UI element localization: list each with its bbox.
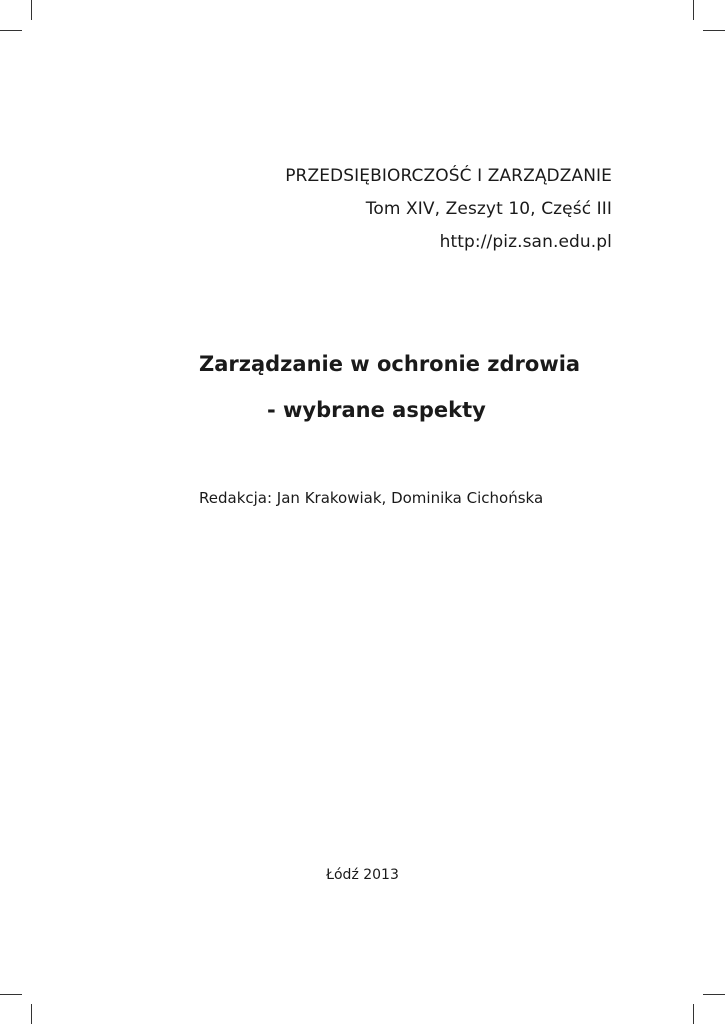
place-and-date: Łódź 2013 [326, 867, 399, 883]
crop-mark-bottom-left-vertical [31, 1004, 32, 1024]
book-title-line-2: - wybrane aspekty [267, 398, 486, 422]
journal-header [285, 160, 612, 259]
crop-mark-top-left-vertical [31, 0, 32, 20]
editors-line: Redakcja: Jan Krakowiak, Dominika Cichońska [199, 489, 544, 507]
book-title-line-1: Zarządzanie w ochronie zdrowia [199, 352, 581, 376]
crop-mark-top-left-horizontal [0, 30, 22, 31]
series-title: PRZEDSIĘBIORCZOŚĆ I ZARZĄDZANIE [285, 166, 612, 186]
crop-mark-top-right-horizontal [703, 30, 725, 31]
crop-mark-top-right-vertical [693, 0, 694, 20]
crop-mark-bottom-right-vertical [693, 1004, 694, 1024]
journal-url: http://piz.san.edu.pl [439, 232, 612, 252]
crop-mark-bottom-left-horizontal [0, 994, 22, 995]
crop-mark-bottom-right-horizontal [703, 994, 725, 995]
volume-info: Tom XIV, Zeszyt 10, Część III [365, 199, 612, 219]
